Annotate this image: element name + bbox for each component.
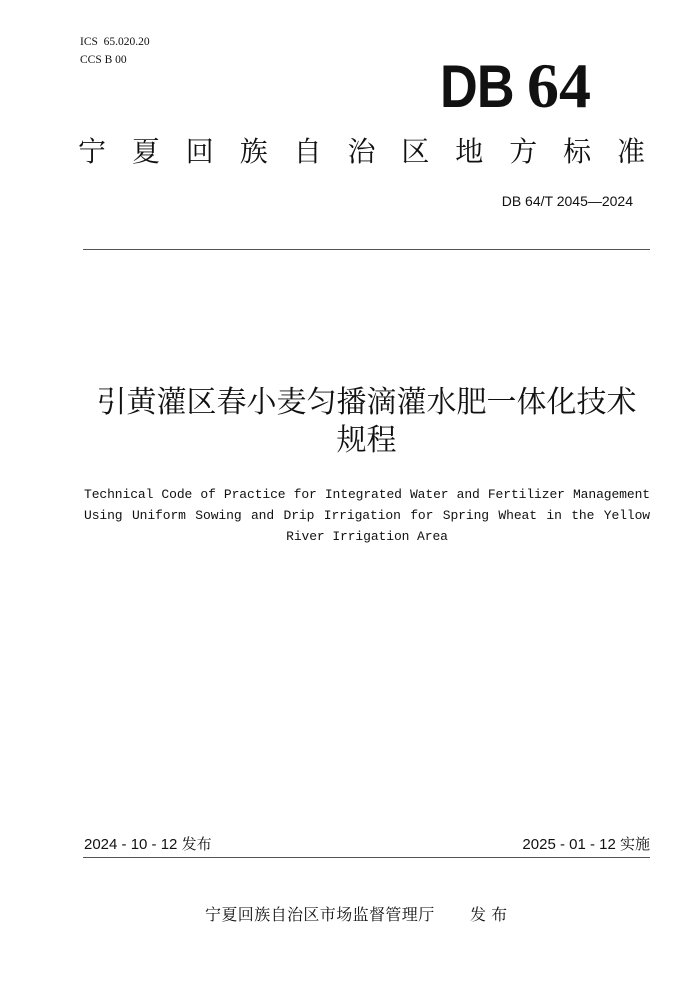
chinese-title-line-1: 引黄灌区春小麦匀播滴灌水肥一体化技术 xyxy=(96,385,637,420)
chinese-title-line-2: 规程 xyxy=(336,423,397,458)
implementation-date: 2025 - 01 - 12 实施 xyxy=(522,836,650,853)
ccs-code: CCS B 00 xyxy=(80,54,127,66)
publisher-name: 宁夏回族自治区市场监督管理厅 xyxy=(205,905,435,924)
ics-code: ICS 65.020.20 xyxy=(80,36,150,48)
top-divider xyxy=(83,249,650,250)
bottom-divider xyxy=(83,857,650,858)
standard-category-title: 宁 夏 回 族 自 治 区 地 方 标 准 xyxy=(78,136,645,168)
db-logo-code: 64 xyxy=(527,50,591,121)
db-logo-prefix: DB xyxy=(440,53,514,120)
publish-label: 发 布 xyxy=(470,905,508,924)
issue-date: 2024 - 10 - 12 发布 xyxy=(84,836,212,853)
english-title-line-2: Using Uniform Sowing and Drip Irrigation for Spring Wheat in the Yellow xyxy=(84,508,650,523)
english-title-line-3: River Irrigation Area xyxy=(286,529,448,544)
english-title-line-1: Technical Code of Practice for Integrated Water and Fertilizer Management xyxy=(84,487,650,502)
standard-number: DB 64/T 2045—2024 xyxy=(501,193,633,209)
